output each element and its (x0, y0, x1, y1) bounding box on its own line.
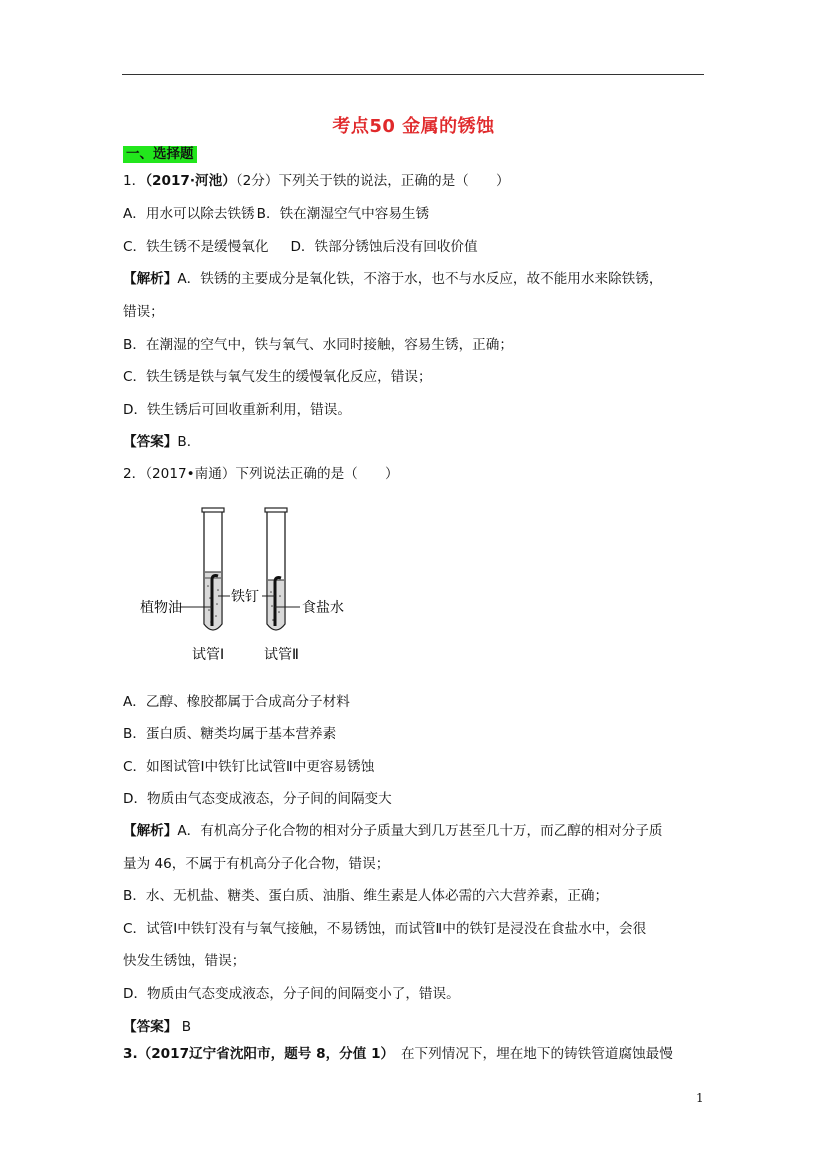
q2-analysis-line5: 快发生锈蚀，错误； (123, 953, 246, 969)
q2-analysis-line3: B．水、无机盐、糖类、蛋白质、油脂、维生素是人体必需的六大营养素，正确； (123, 888, 609, 904)
q2-analysis-line6: D．物质由气态变成液态，分子间的间隔变小了，错误。 (123, 986, 460, 1002)
q2-analysis-text1: A．有机高分子化合物的相对分子质量大到几万甚至几十万，而乙醇的相对分子质 (177, 823, 663, 839)
q2-option-b: B．蛋白质、糖类均属于基本营养素 (123, 726, 337, 742)
label-salt-water: 食盐水 (302, 600, 344, 616)
q1-stem-text: （2分）下列关于铁的说法，正确的是（ ） (235, 173, 510, 189)
section-heading: 一、选择题 (123, 146, 197, 163)
page-title: 考点50 金属的锈蚀 (332, 116, 495, 137)
q2-analysis-label: 【解析】 (123, 823, 178, 839)
q1-option-c: C．铁生锈不是缓慢氧化 (123, 239, 269, 255)
q1-option-b: B．铁在潮湿空气中容易生锈 (256, 206, 430, 222)
q2-analysis-line1 (123, 822, 662, 840)
q1-option-d: D．铁部分锈蚀后没有回收价值 (290, 239, 478, 255)
q1-source: （2017·河池） (145, 173, 236, 189)
q1-analysis-label: 【解析】 (123, 271, 178, 287)
label-nail: 铁钉 (231, 589, 259, 605)
q1-options-row2 (123, 238, 478, 256)
q2-option-c: C．如图试管Ⅰ中铁钉比试管Ⅱ中更容易锈蚀 (123, 759, 375, 775)
q1-option-a: A．用水可以除去铁锈 (123, 206, 255, 222)
q3-stem-text: 在下列情况下，埋在地下的铸铁管道腐蚀最慢 (387, 1046, 673, 1062)
q2-analysis-line2: 量为 46，不属于有机高分子化合物，错误； (123, 856, 390, 872)
q3-source: 3.（2017辽宁省沈阳市，题号 8，分值 1） (123, 1046, 388, 1062)
q1-answer-label: 【答案】 (123, 434, 178, 450)
q1-answer-value: B． (177, 434, 201, 450)
q2-stem: 2．（2017•南通）下列说法正确的是（ ） (123, 466, 399, 482)
q2-answer (123, 1018, 191, 1036)
label-tube-2: 试管Ⅱ (264, 647, 299, 663)
q2-answer-value: B (177, 1019, 192, 1035)
test-tube-figure (134, 506, 364, 666)
q1-analysis-text1: A．铁锈的主要成分是氧化铁，不溶于水，也不与水反应，故不能用水来除铁锈， (177, 271, 663, 287)
q2-answer-label: 【答案】 (123, 1019, 178, 1035)
test-tube-1 (202, 508, 224, 630)
q1-analysis-line1 (123, 270, 662, 288)
label-oil: 植物油 (140, 600, 182, 616)
q1-options-row1 (123, 205, 429, 223)
q2-analysis-line4: C．试管Ⅰ中铁钉没有与氧气接触，不易锈蚀，而试管Ⅱ中的铁钉是浸没在食盐水中，会很 (123, 921, 647, 937)
q1-answer (123, 433, 200, 451)
q1-analysis-line3: B．在潮湿的空气中，铁与氧气、水同时接触，容易生锈，正确； (123, 337, 513, 353)
q2-option-a: A．乙醇、橡胶都属于合成高分子材料 (123, 694, 350, 710)
q1-analysis-line2: 错误； (123, 304, 164, 320)
q2-option-d: D．物质由气态变成液态，分子间的间隔变大 (123, 791, 392, 807)
q3-stem (123, 1045, 673, 1063)
q1-number: 1． (123, 173, 146, 189)
page-number: 1 (696, 1091, 704, 1105)
q1-analysis-line5: D．铁生锈后可回收重新利用，错误。 (123, 402, 351, 418)
q1-stem (123, 172, 510, 190)
header-rule (122, 74, 704, 75)
q1-analysis-line4: C．铁生锈是铁与氧气发生的缓慢氧化反应，错误； (123, 369, 432, 385)
test-tube-2 (265, 508, 287, 630)
label-tube-1: 试管Ⅰ (192, 647, 225, 663)
